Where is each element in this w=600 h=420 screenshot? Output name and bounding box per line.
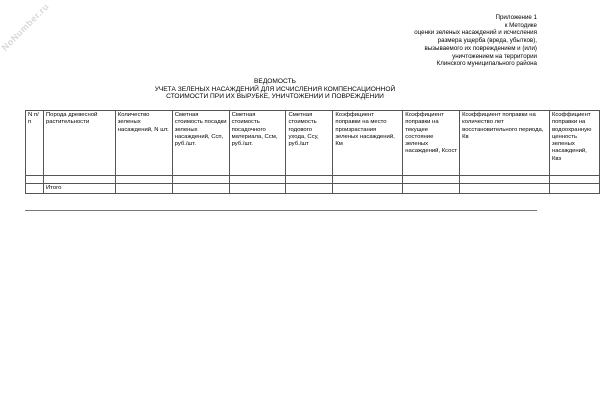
document-heading	[130, 78, 420, 101]
table-cell	[229, 176, 286, 184]
table-cell	[43, 176, 115, 184]
heading-line: УЧЕТА ЗЕЛЕНЫХ НАСАЖДЕНИЙ ДЛЯ ИСЧИСЛЕНИЯ КОМПЕНСАЦИОННОЙ	[154, 85, 396, 93]
header-cell-quantity: Количество зеленых насаждений, N шт.	[115, 111, 172, 176]
table-cell	[403, 184, 460, 194]
heading-line: СТОИМОСТИ ПРИ ИХ ВЫРУБКЕ, УНИЧТОЖЕНИИ И ПОВРЕЖДЕНИИ	[166, 93, 384, 101]
table-cell	[549, 176, 599, 184]
appendix-note	[297, 14, 537, 68]
header-cell-material-cost: Сметная стоимость посадочного материала, Ссм, руб./шт.	[229, 111, 286, 176]
header-cell-water-coef: Коэффициент поправки на водоохранную ценность зеленых насаждений, Квз	[549, 111, 599, 176]
table-cell	[460, 176, 550, 184]
table-cell	[333, 176, 403, 184]
table-total-row	[26, 184, 600, 194]
appendix-line: вызываемого их повреждением и (или)	[424, 44, 537, 52]
header-cell-care-cost: Сметная стоимость годового ухода, Ссу, руб./шт	[286, 111, 333, 176]
table-cell	[172, 176, 229, 184]
appendix-line: оценки зеленых насаждений и исчисления	[414, 29, 537, 37]
table-cell	[286, 184, 333, 194]
footer-divider	[25, 210, 537, 211]
table-cell	[286, 176, 333, 184]
table-cell	[172, 184, 229, 194]
header-cell-planting-cost: Сметная стоимость посадки зеленых насаждений, Ссп, руб./шт.	[172, 111, 229, 176]
table-header-row	[26, 111, 600, 176]
watermark: NoNumber.ru	[0, 1, 51, 53]
table-cell	[333, 184, 403, 194]
table-cell	[549, 184, 599, 194]
appendix-line: к Методике	[504, 21, 537, 29]
appendix-line: Клинского муниципального района	[436, 60, 537, 68]
table-cell	[229, 184, 286, 194]
appendix-line: размера ущерба (вреда, убытков),	[437, 37, 537, 45]
table-cell	[26, 184, 44, 194]
table-cell	[115, 176, 172, 184]
header-cell-recovery-coef: Коэффициент поправки на количество лет восстановительного периода, Кв	[460, 111, 550, 176]
appendix-line: Приложение 1	[495, 14, 537, 21]
table-cell	[115, 184, 172, 194]
table-cell	[403, 176, 460, 184]
appendix-line: уничтожением на территории	[452, 52, 537, 60]
total-label: Итого	[43, 184, 115, 194]
table-cell	[26, 176, 44, 184]
header-cell-number: N п/п	[26, 111, 44, 176]
table-cell	[460, 184, 550, 194]
heading-title: ВЕДОМОСТЬ	[254, 78, 296, 85]
accounting-table	[25, 110, 600, 194]
header-cell-species: Порода древесной растительности	[43, 111, 115, 176]
table-row	[26, 176, 600, 184]
header-cell-condition-coef: Коэффициент поправки на текущее состояние зеленых насаждений, Ксост	[403, 111, 460, 176]
header-cell-location-coef: Коэффициент поправки на место произрастания зеленых насаждений, Км	[333, 111, 403, 176]
